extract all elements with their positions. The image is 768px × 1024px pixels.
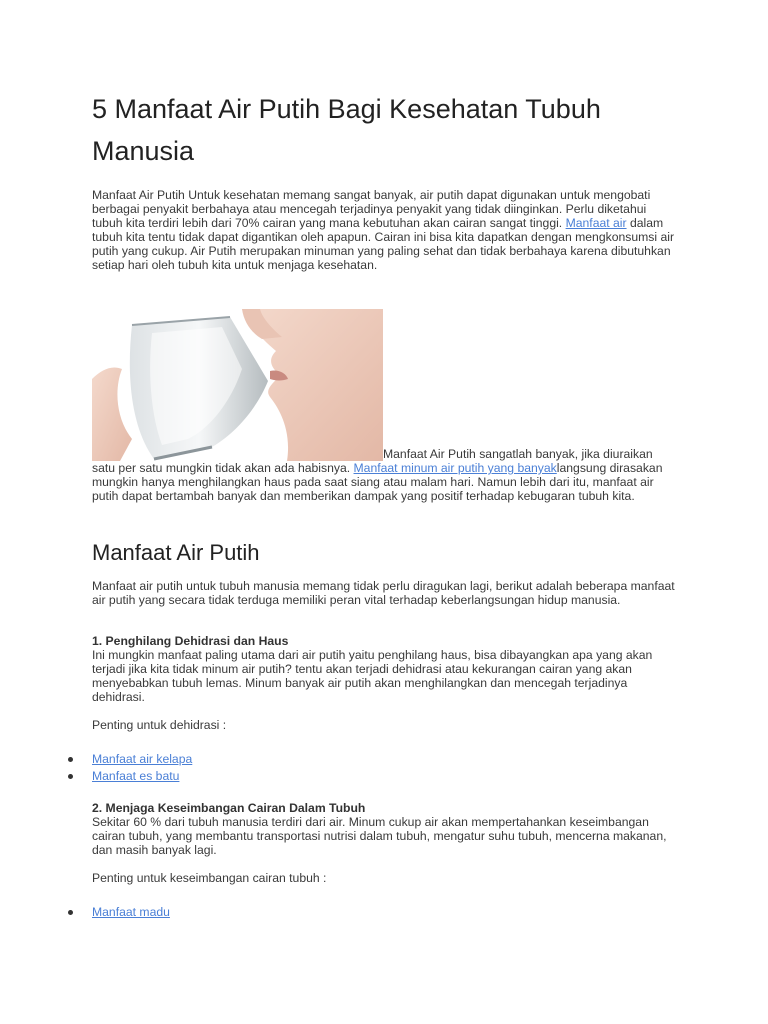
- point-2-related-label: Penting untuk keseimbangan cairan tubuh :: [92, 871, 327, 885]
- image-paragraph-text-1: Manfaat Air Putih sangatlah banyak, jika diuraikan satu per satu mungkin tidak akan ada habisnya.: [92, 447, 653, 475]
- list-item: [92, 768, 678, 785]
- point-2: [92, 801, 678, 857]
- point-2-body: [92, 801, 678, 857]
- image-paragraph-text-2: langsung dirasakan mungkin hanya menghilangkan haus pada saat siang atau malam hari. Namun lebih dari itu, manfaat air putih dapat bertambah banyak dan memberikan dampak yang positif terhadap kebugaran tubuh kita.: [92, 461, 663, 503]
- point-2-text: Sekitar 60 % dari tubuh manusia terdiri dari air. Minum cukup air akan mempertahankan keseimbangan cairan tubuh, yang membantu transportasi nutrisi dalam tubuh, mengatur suhu tubuh, mencerna makanan, dan masih banyak lagi.: [92, 815, 667, 857]
- point-2-related-links: [92, 904, 678, 921]
- list-item: [92, 904, 678, 921]
- link-manfaat-air[interactable]: Manfaat air: [565, 216, 627, 230]
- section-heading: Manfaat Air Putih: [92, 540, 260, 565]
- point-1-heading: 1. Penghilang Dehidrasi dan Haus: [92, 634, 289, 648]
- point-1-text: Ini mungkin manfaat paling utama dari air putih yaitu penghilang haus, bisa dibayangkan apa yang akan terjadi jika kita tidak minum air putih? tentu akan terjadi dehidrasi atau kekurangan cairan yang akan menyebabkan tubuh lemas. Minum banyak air putih akan menghilangkan dan mencegah terjadinya dehidrasi.: [92, 648, 653, 704]
- link-manfaat-air-kelapa[interactable]: Manfaat air kelapa: [92, 752, 193, 766]
- drinking-water-photo: [92, 309, 383, 461]
- intro-paragraph: [92, 188, 678, 272]
- point-1: [92, 634, 678, 704]
- intro-text-1: Manfaat Air Putih Untuk kesehatan memang sangat banyak, air putih dapat digunakan untuk mengobati berbagai penyakit berbahaya atau mencegah terjadinya penyakit yang tidak diinginkan. Perlu diketahui tubuh kita terdiri lebih dari 70% cairan yang mana kebutuhan akan cairan sangat tinggi.: [92, 188, 651, 230]
- link-manfaat-madu[interactable]: Manfaat madu: [92, 905, 170, 919]
- bullet-icon: [68, 910, 73, 915]
- page-title: 5 Manfaat Air Putih Bagi Kesehatan Tubuh Manusia: [92, 94, 601, 166]
- section-intro: Manfaat air putih untuk tubuh manusia memang tidak perlu diragukan lagi, berikut adalah beberapa manfaat air putih yang secara tidak terduga memiliki peran vital terhadap keberlangsungan hidup manusia.: [92, 579, 675, 607]
- link-manfaat-es-batu[interactable]: Manfaat es batu: [92, 769, 180, 783]
- link-manfaat-minum-air-putih[interactable]: Manfaat minum air putih yang banyak: [353, 461, 557, 475]
- point-2-heading: 2. Menjaga Keseimbangan Cairan Dalam Tubuh: [92, 801, 366, 815]
- bullet-icon: [68, 774, 73, 779]
- intro-text-2: dalam tubuh kita tentu tidak dapat digantikan oleh apapun. Cairan ini bisa kita dapatkan dengan mengkonsumsi air putih yang cukup. Air Putih merupakan minuman yang paling sehat dan tidak berbahaya karena dibutuhkan setiap hari oleh tubuh kita untuk menjaga kesehatan.: [92, 216, 675, 272]
- point-1-body: [92, 634, 678, 704]
- bullet-icon: [68, 757, 73, 762]
- point-1-related-label: Penting untuk dehidrasi :: [92, 718, 227, 732]
- list-item: [92, 751, 678, 768]
- point-1-related-links: [92, 751, 678, 785]
- image-paragraph: [92, 447, 678, 503]
